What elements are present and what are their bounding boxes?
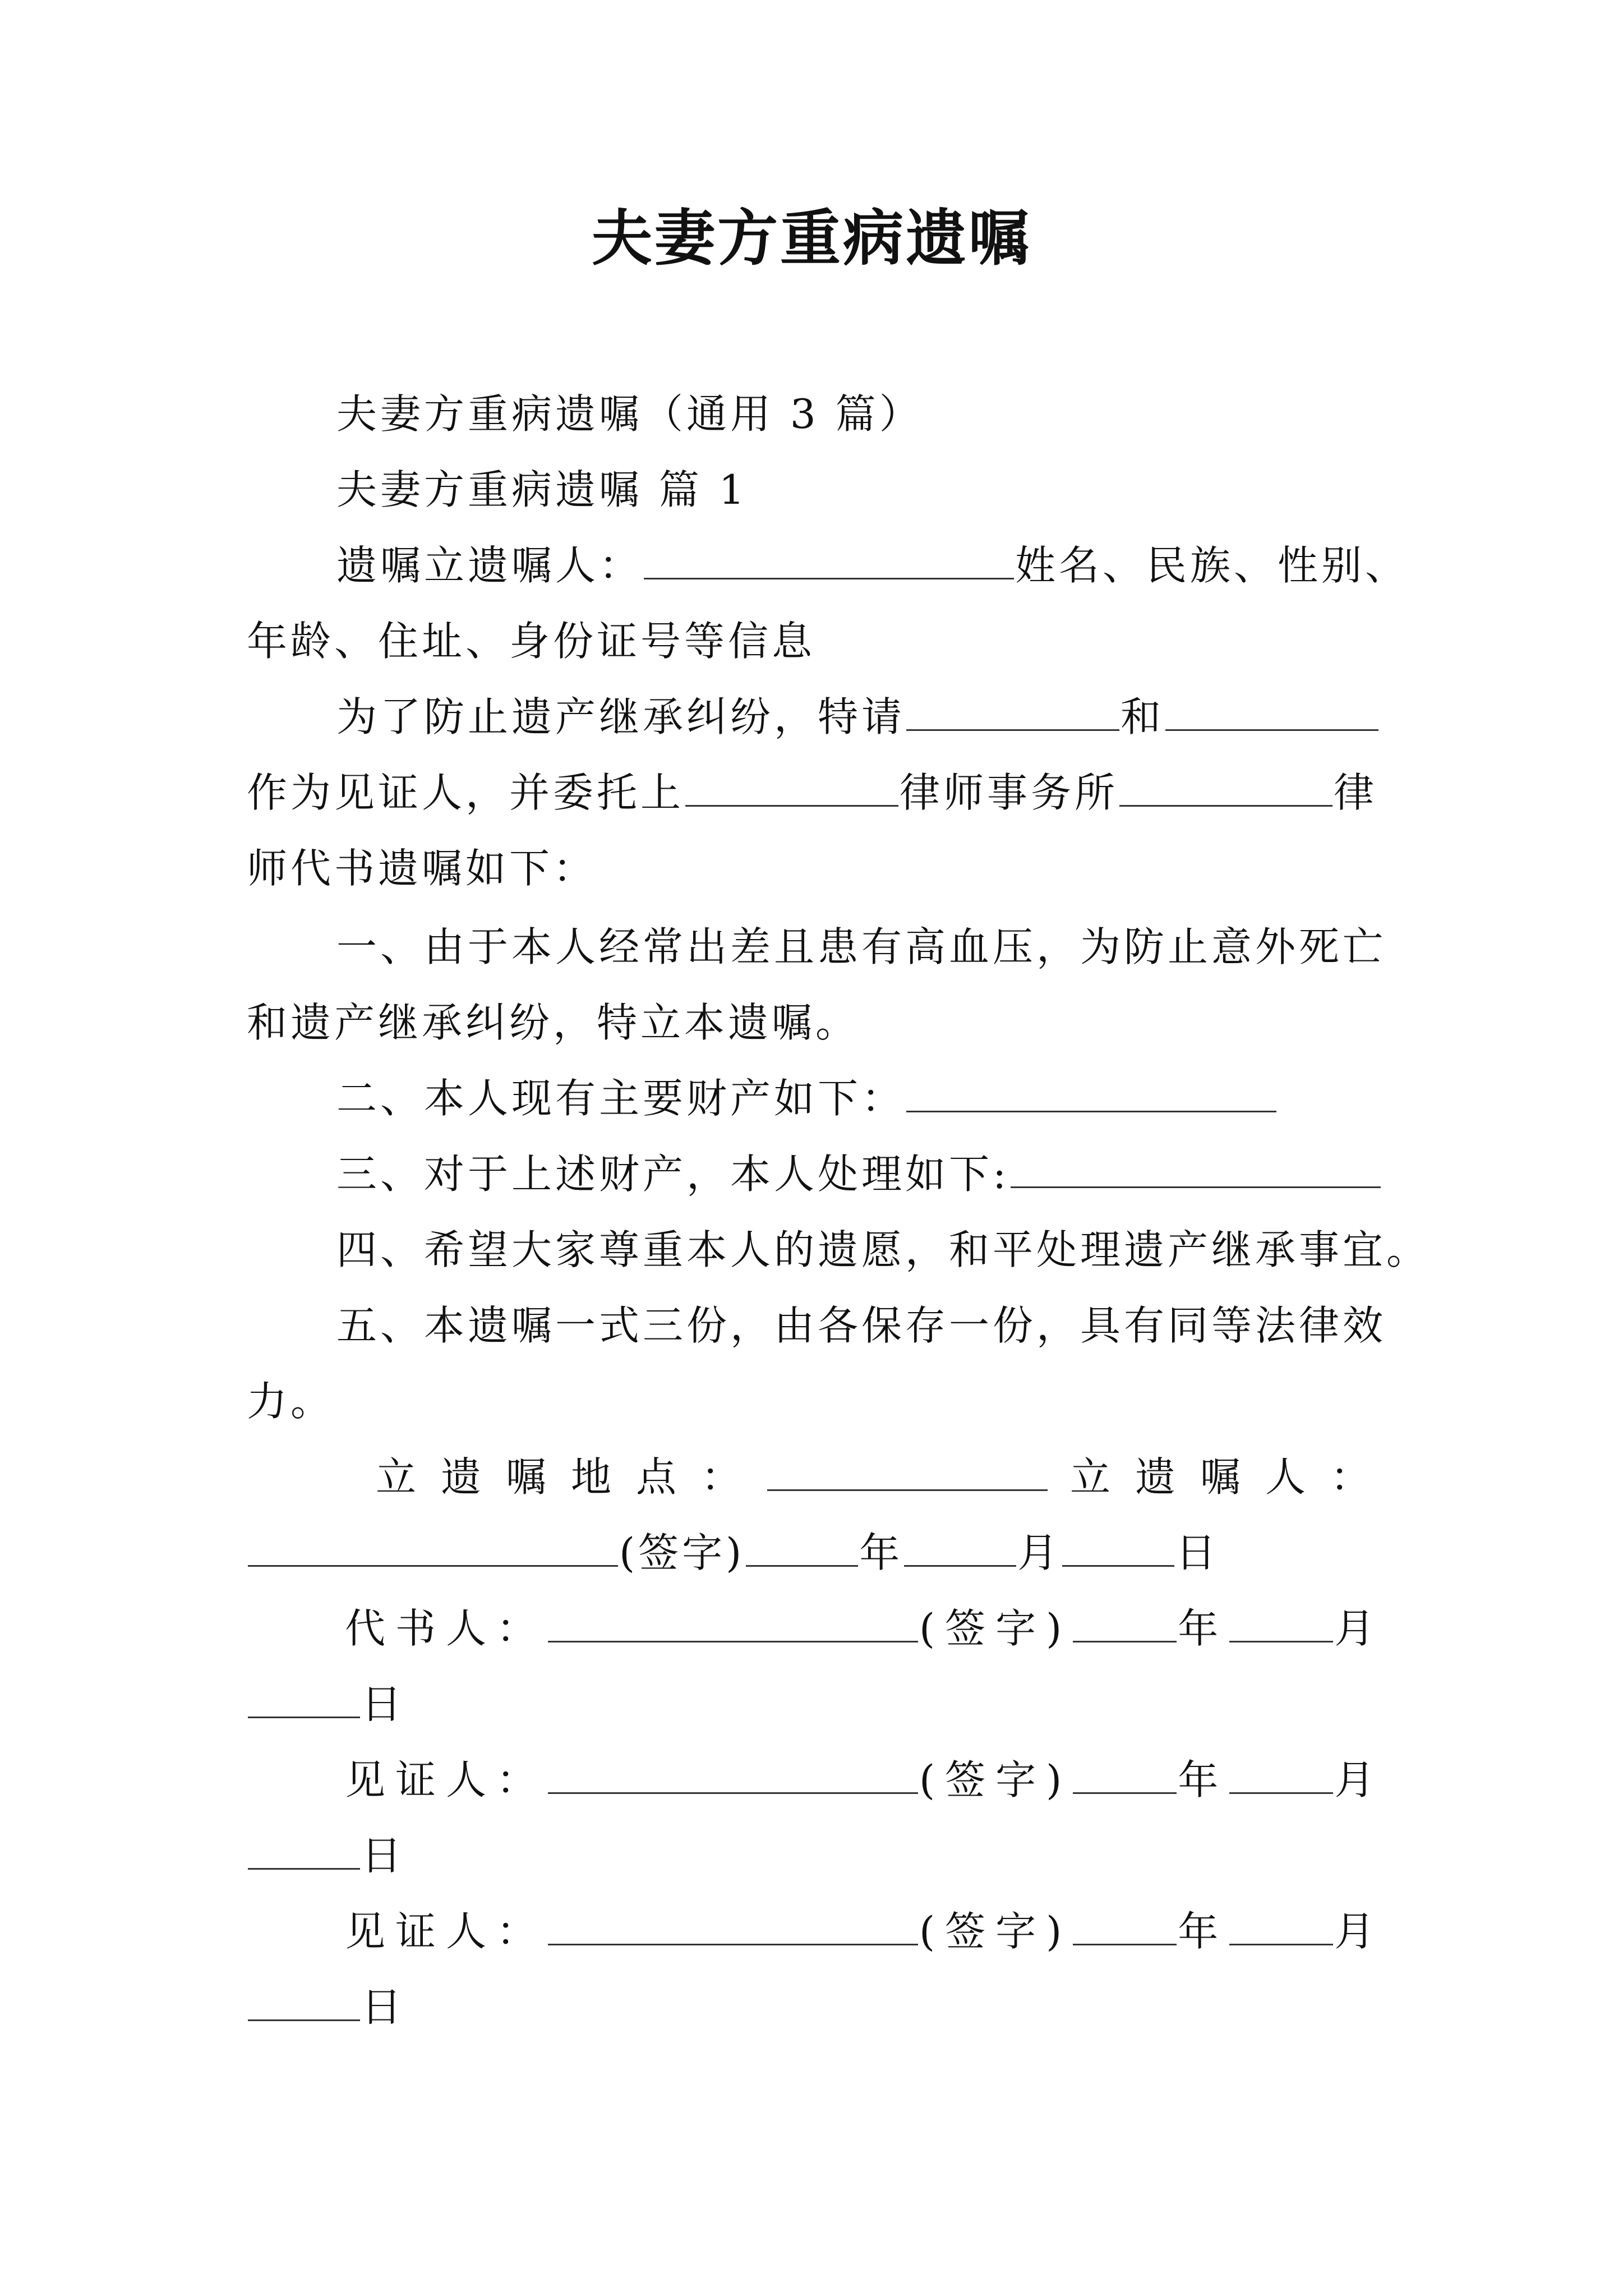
signature-place-line bbox=[376, 1450, 1396, 1504]
witness-label-1: 见证人： bbox=[345, 1756, 547, 1803]
section-heading bbox=[336, 463, 1380, 517]
witness-text-b: 作为见证人，并委托上 bbox=[247, 769, 685, 816]
witness-1-blank[interactable] bbox=[906, 694, 1119, 731]
scribe-day-text: 日 bbox=[361, 1681, 405, 1728]
witness-2-signature-blank[interactable] bbox=[548, 1909, 918, 1945]
witness-2-blank[interactable] bbox=[1165, 694, 1378, 731]
witness-line-1 bbox=[336, 690, 1380, 744]
scribe-day-blank[interactable] bbox=[248, 1682, 360, 1718]
item-5-text-a: 五、本遗嘱一式三份，由各保存一份，具有同等法律效 bbox=[336, 1302, 1387, 1349]
testator-line bbox=[336, 539, 1409, 592]
witness-1-sign-text: (签字) bbox=[919, 1756, 1072, 1803]
witness-1-month-text: 月 bbox=[1334, 1756, 1385, 1803]
witness-line-2 bbox=[247, 766, 1380, 820]
scribe-year-blank[interactable] bbox=[1073, 1606, 1177, 1642]
month-text: 月 bbox=[1017, 1529, 1062, 1576]
section-text: 夫妻方重病遗嘱 篇 1 bbox=[336, 466, 748, 513]
item-5-line-1 bbox=[336, 1299, 1387, 1352]
document-title: 夫妻方重病遗嘱 bbox=[591, 203, 1031, 274]
witness-2-day-blank[interactable] bbox=[248, 1985, 360, 2021]
witness-line-3 bbox=[247, 841, 1380, 895]
item-1-line-1 bbox=[336, 920, 1387, 974]
witness-2-year-text: 年 bbox=[1178, 1908, 1229, 1955]
item-5-line-2 bbox=[247, 1374, 1380, 1428]
testator-signature-blank[interactable] bbox=[248, 1530, 618, 1567]
law-firm-text: 律师事务所 bbox=[900, 769, 1119, 816]
day-blank[interactable] bbox=[1062, 1530, 1174, 1567]
scribe-day-line bbox=[247, 1677, 1380, 1731]
item-2-text: 二、本人现有主要财产如下： bbox=[336, 1075, 906, 1122]
witness-1-month-blank[interactable] bbox=[1229, 1757, 1333, 1794]
witness-text-c: 师代书遗嘱如下： bbox=[247, 845, 597, 892]
witness-2-sign-text: (签字) bbox=[919, 1908, 1072, 1955]
witness-1-day-blank[interactable] bbox=[248, 1833, 360, 1870]
witness-2-month-text: 月 bbox=[1334, 1908, 1385, 1955]
item-3-text: 三、对于上述财产，本人处理如下: bbox=[336, 1151, 1010, 1198]
witness-1-day-line bbox=[247, 1829, 1380, 1883]
heading-text: 夫妻方重病遗嘱（通用 3 篇） bbox=[336, 390, 923, 438]
scribe-month-blank[interactable] bbox=[1229, 1606, 1333, 1642]
item-4-line bbox=[336, 1223, 1431, 1277]
item-2-line bbox=[336, 1071, 1380, 1125]
location-blank[interactable] bbox=[685, 770, 898, 807]
sign-text: (签字) bbox=[619, 1529, 745, 1576]
witness-2-month-blank[interactable] bbox=[1229, 1909, 1333, 1945]
witness-sign-line-1 bbox=[345, 1753, 1385, 1807]
month-blank[interactable] bbox=[904, 1530, 1016, 1567]
property-blank[interactable] bbox=[906, 1076, 1276, 1112]
witness-1-year-text: 年 bbox=[1178, 1756, 1229, 1803]
lawyer-blank[interactable] bbox=[1119, 770, 1332, 807]
witness-1-signature-blank[interactable] bbox=[548, 1757, 918, 1794]
witness-1-year-blank[interactable] bbox=[1073, 1757, 1177, 1794]
testator-sign-line bbox=[247, 1526, 1380, 1580]
item-1-line-2 bbox=[247, 996, 1380, 1050]
item-1-text-b: 和遗产继承纠纷，特立本遗嘱。 bbox=[247, 999, 860, 1046]
witness-text-a: 为了防止遗产继承纠纷，特请 bbox=[336, 693, 906, 740]
place-label: 立遗嘱地点： bbox=[376, 1453, 767, 1501]
day-text: 日 bbox=[1175, 1529, 1220, 1576]
item-4-text: 四、希望大家尊重本人的遗愿，和平处理遗产继承事宜。 bbox=[336, 1226, 1431, 1273]
scribe-signature-blank[interactable] bbox=[548, 1606, 918, 1642]
lawyer-text: 律 bbox=[1334, 769, 1378, 816]
year-text: 年 bbox=[859, 1529, 903, 1576]
scribe-label: 代书人： bbox=[345, 1605, 547, 1652]
witness-and: 和 bbox=[1121, 693, 1165, 740]
testator-name-blank[interactable] bbox=[644, 543, 1014, 579]
witness-2-day-line bbox=[247, 1980, 1380, 2034]
witness-2-day-text: 日 bbox=[361, 1984, 405, 2031]
disposition-blank[interactable] bbox=[1011, 1152, 1381, 1188]
witness-label-2: 见证人： bbox=[345, 1908, 547, 1955]
place-blank[interactable] bbox=[767, 1455, 1048, 1491]
document-heading bbox=[336, 387, 1380, 441]
witness-2-year-blank[interactable] bbox=[1073, 1909, 1177, 1945]
year-blank[interactable] bbox=[746, 1530, 858, 1567]
item-1-text-a: 一、由于本人经常出差且患有高血压，为防止意外死亡 bbox=[336, 923, 1387, 970]
item-5-text-b: 力。 bbox=[247, 1378, 335, 1425]
item-3-line bbox=[336, 1147, 1380, 1201]
testator-cont: 年龄、住址、身份证号等信息 bbox=[247, 618, 816, 665]
scribe-sign-text: (签字) bbox=[919, 1605, 1072, 1652]
testator-cont-line bbox=[247, 614, 1380, 668]
testator-sign-label: 立遗嘱人： bbox=[1070, 1453, 1396, 1501]
scribe-line bbox=[345, 1602, 1385, 1655]
witness-1-day-text: 日 bbox=[361, 1832, 405, 1879]
scribe-month-text: 月 bbox=[1334, 1605, 1385, 1652]
scribe-year-text: 年 bbox=[1178, 1605, 1229, 1652]
testator-tail: 姓名、民族、性别、 bbox=[1015, 542, 1409, 589]
witness-sign-line-2 bbox=[345, 1904, 1385, 1958]
testator-label: 遗嘱立遗嘱人： bbox=[336, 542, 643, 589]
